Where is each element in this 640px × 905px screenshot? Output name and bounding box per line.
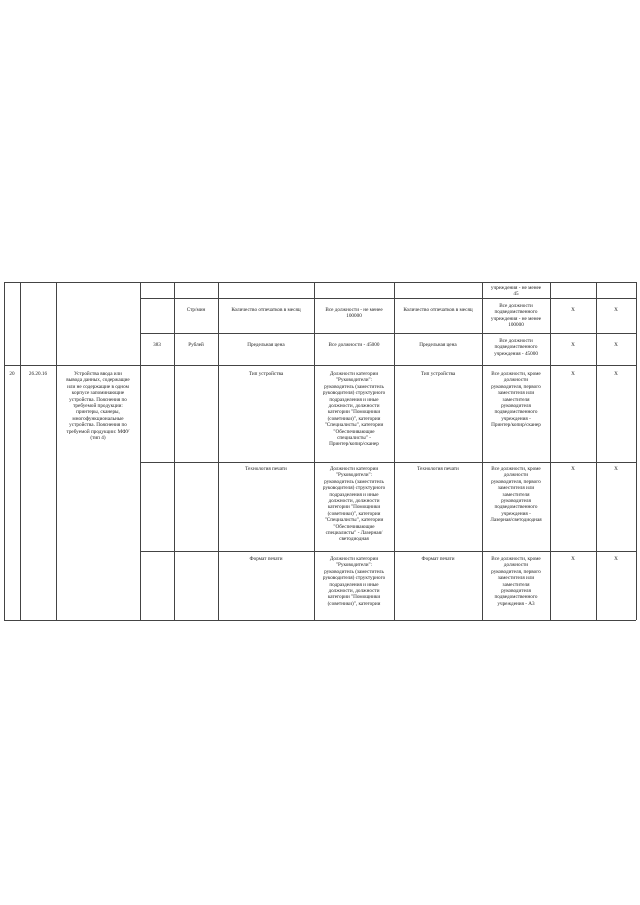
row-4-characteristic: Технология печати — [245, 466, 287, 472]
row-3-product-name: Устройства ввода или вывода данных, содержащие или не содержащие в одном корпусе запоминающие устройства. Пояснения по требуемой продукции: принтеры, сканеры, многофункциональные устройства. Пояснения по требуемой продукции: МФУ (тип 4) — [66, 371, 130, 442]
row-3-okpd-code: 26.20.16 — [28, 371, 48, 377]
row-2-mark2: X — [614, 342, 618, 348]
row-1-unit: Стр/мин — [186, 307, 206, 313]
row-4-char2: Технология печати — [417, 466, 459, 472]
row-3-value2: Все должности, кроме должности руководителя, первого заместителя или заместителя руководителя подведомственного учреждения - Принтер/копир/сканер — [491, 371, 541, 429]
row-3-mark2: X — [614, 371, 618, 377]
row-2-characteristic: Предельная цена — [247, 342, 285, 348]
row-1-char2: Количество отпечатков в месяц — [403, 307, 473, 313]
row-1-value: Все должности - не менее 100000 — [325, 307, 383, 320]
row-5-mark1: X — [571, 556, 575, 562]
row-1-characteristic: Количество отпечатков в месяц — [231, 307, 301, 313]
row-2-char2: Предельная цена — [419, 342, 457, 348]
row-5-char2: Формат печати — [421, 556, 455, 562]
row-3-number: 20 — [9, 371, 15, 377]
row-2-unit: Рублей — [188, 342, 204, 348]
row-0-value2: учреждения - не менее 45 — [490, 285, 542, 298]
row-5-mark2: X — [614, 556, 618, 562]
row-3-char2: Тип устройства — [420, 371, 456, 377]
row-4-mark1: X — [571, 466, 575, 472]
row-4-value: Должности категории "Руководители": руководитель (заместитель руководителя) структурного подразделения и иные должности, должности категории "Помощники (советники)", категории "Специалисты", категории "Обеспечивающие специалисты" - Лазерная/ светодиодная — [322, 466, 386, 543]
row-5-value: Должности категории "Руководители": руководитель (заместитель руководителя) структурного подразделения и иные должности, должности категории "Помощники (советники)", категории — [322, 556, 386, 607]
row-3-value: Должности категории "Руководители": руководитель (заместитель руководителя) структурного подразделения и иные должности, должности категории "Помощники (советники)", категории "Специалисты", категории "Обеспечивающие специалисты" - Принтер/копир/сканер — [322, 371, 386, 448]
row-2-value: Все должности - 45000 — [328, 342, 380, 348]
row-5-characteristic: Формат печати — [249, 556, 283, 562]
row-3-mark1: X — [571, 371, 575, 377]
row-1-mark1: X — [571, 307, 575, 313]
row-4-value2: Все должности, кроме должности руководителя, первого заместителя или заместителя руководителя подведомственного учреждения - Лазерная/светодиодная — [490, 466, 542, 524]
row-1-value2: Все должности подведомственного учреждения - не менее 100000 — [490, 303, 542, 329]
row-4-mark2: X — [614, 466, 618, 472]
row-1-mark2: X — [614, 307, 618, 313]
row-2-value2: Все должности подведомственного учреждения - 45000 — [494, 338, 538, 357]
row-2-code: 383 — [153, 342, 161, 348]
row-5-value2: Все должности, кроме должности руководителя, первого заместителя или заместителя руководителя подведомственного учреждения - А3 — [491, 556, 541, 607]
row-2-mark1: X — [571, 342, 575, 348]
row-3-characteristic: Тип устройства — [248, 371, 284, 377]
